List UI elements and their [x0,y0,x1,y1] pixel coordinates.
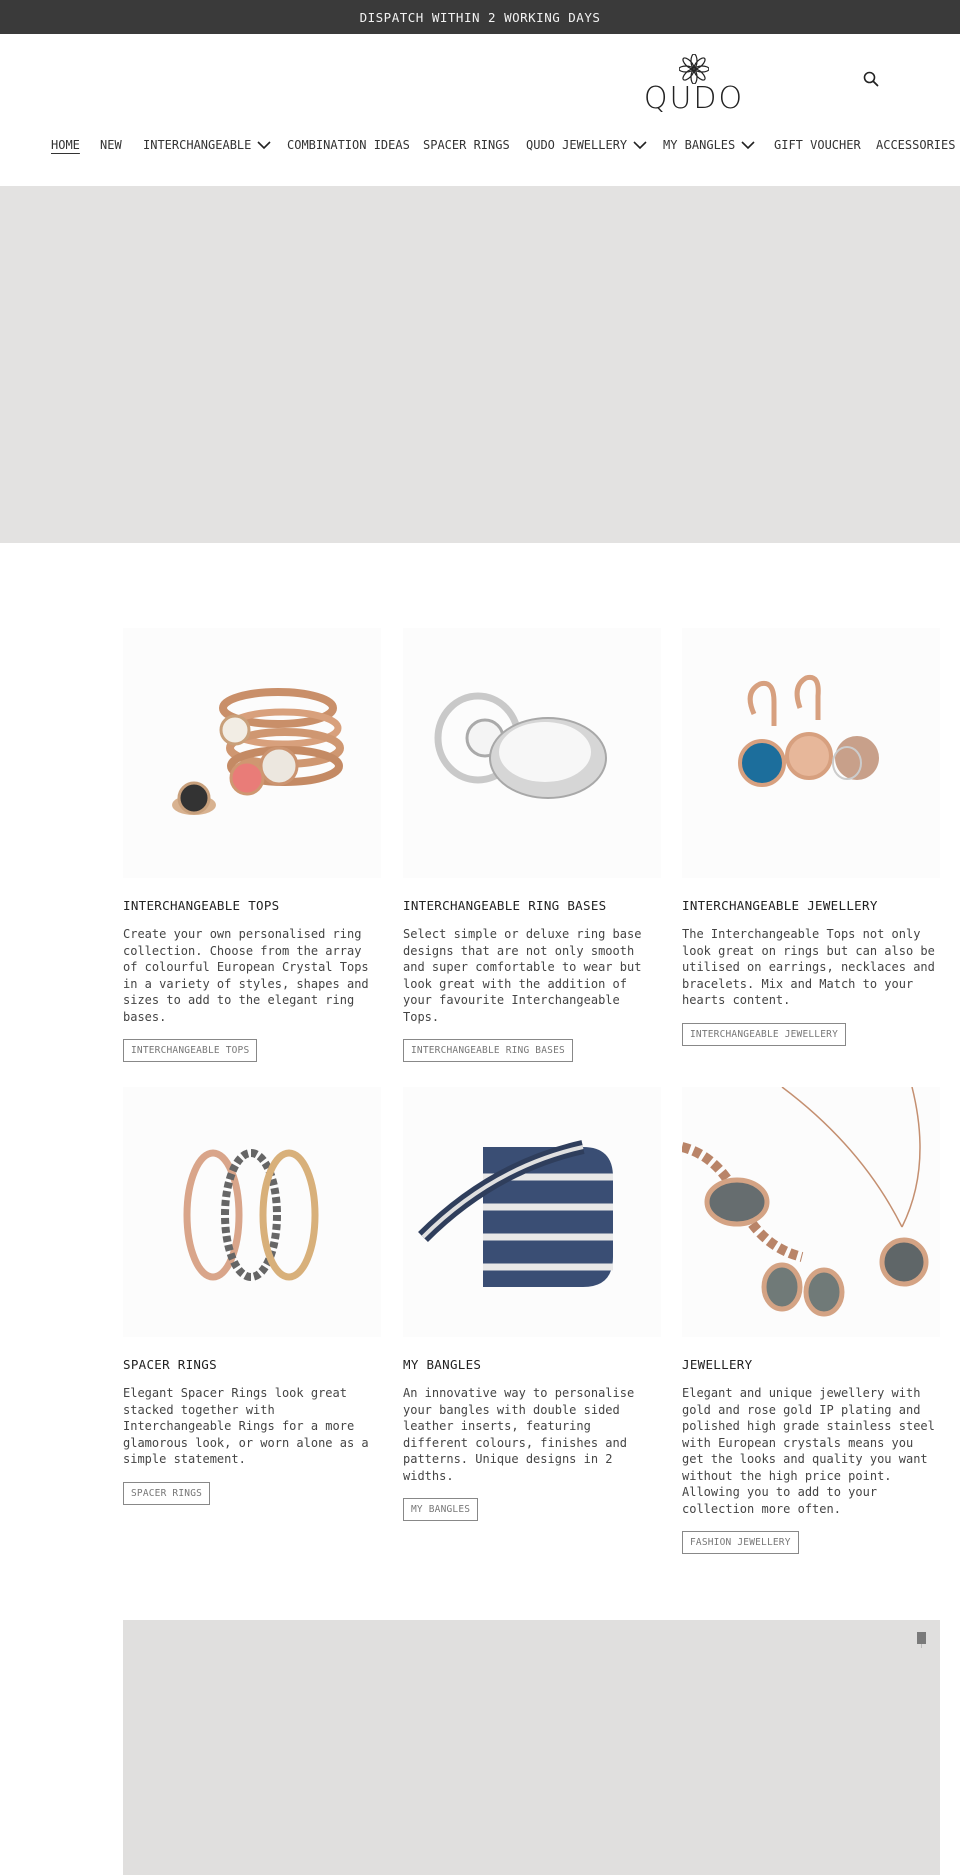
collection-description: Elegant Spacer Rings look great stacked together with Interchangeable Rings for a more glamorous look, or worn alone as a simple statement. [123,1386,369,1466]
product-image-my-bangles[interactable] [403,1087,661,1337]
nav-item-combination-ideas[interactable]: COMBINATION IDEAS [287,138,410,152]
nav-item-new[interactable]: NEW [100,138,122,152]
collection-description: The Interchangeable Tops not only look great on rings but can also be utilised on earrings, necklaces and bracelets. Mix and Match to your hearts content. [682,927,935,1007]
fashion-jewellery-button[interactable]: FASHION JEWELLERY [682,1531,799,1554]
collection-description: An innovative way to personalise your bangles with double sided leather inserts, featuring different colours, finishes and patterns. Unique designs in 2 widths. [403,1386,635,1483]
search-icon[interactable] [862,70,880,88]
collection-description: Elegant and unique jewellery with gold and rose gold IP plating and polished high grade stainless steel with European crystals means you get the looks and quality you want without the high price point. Allowing you to add to your collection more often. [682,1386,935,1516]
collection-card-spacer-rings [123,1087,381,1505]
product-image-jewellery[interactable] [682,1087,940,1337]
collection-card-interchangeable-tops [123,628,381,1062]
nav-item-my-bangles[interactable]: MY BANGLES [663,132,755,158]
nav-item-accessories[interactable]: ACCESSORIES [876,138,956,152]
product-image-interchangeable-tops[interactable] [123,628,381,878]
main-nav [0,132,960,158]
collection-card-interchangeable-ring-bases [403,628,661,1062]
collection-card-interchangeable-jewellery [682,628,940,1046]
spacer-rings-button[interactable]: SPACER RINGS [123,1482,210,1505]
necklace-bracelet-image [682,1087,940,1337]
promo-banner[interactable] [123,1620,940,1875]
logo-text: QUDO [643,81,745,116]
chevron-down-icon[interactable] [633,141,647,150]
nav-item-home[interactable]: HOME [51,138,80,152]
collection-title: SPACER RINGS [123,1357,217,1372]
silver-rings-image [403,628,661,878]
bookmark-icon[interactable] [917,1632,926,1648]
product-image-ring-bases[interactable] [403,628,661,878]
interchangeable-tops-button[interactable]: INTERCHANGEABLE TOPS [123,1039,257,1062]
product-image-interchangeable-jewellery[interactable] [682,628,940,878]
collection-card-my-bangles [403,1087,661,1521]
my-bangles-button[interactable]: MY BANGLES [403,1498,478,1521]
collection-title: MY BANGLES [403,1357,482,1372]
earrings-image [682,628,940,878]
collection-description: Select simple or deluxe ring base designs that are not only smooth and super comfortable to wear but look great with the addition of your favourite Interchangeable Tops. [403,927,642,1024]
collection-card-jewellery [682,1087,940,1554]
interchangeable-jewellery-button[interactable]: INTERCHANGEABLE JEWELLERY [682,1023,846,1046]
announcement-text: DISPATCH WITHIN 2 WORKING DAYS [359,9,601,25]
chevron-down-icon[interactable] [257,141,271,150]
nav-item-gift-voucher[interactable]: GIFT VOUCHER [774,138,861,152]
collection-title: INTERCHANGEABLE TOPS [123,898,280,913]
flower-mark-icon [679,54,709,84]
collection-title: INTERCHANGEABLE JEWELLERY [682,898,878,913]
stacked-rings-image [123,628,381,878]
nav-item-qudo-jewellery[interactable]: QUDO JEWELLERY [526,132,647,158]
spacer-rings-image [123,1087,381,1337]
product-image-spacer-rings[interactable] [123,1087,381,1337]
chevron-down-icon[interactable] [741,141,755,150]
collection-title: JEWELLERY [682,1357,753,1372]
nav-item-interchangeable[interactable]: INTERCHANGEABLE [143,132,271,158]
collection-description: Create your own personalised ring collection. Choose from the array of colourful European Crystal Tops in a variety of styles, shapes and sizes to add to the elegant ring bases. [123,927,369,1024]
nav-item-spacer-rings[interactable]: SPACER RINGS [423,138,510,152]
collection-title: INTERCHANGEABLE RING BASES [403,898,607,913]
site-header [0,34,960,186]
logo[interactable] [642,54,746,136]
announcement-bar [0,0,960,34]
bangles-image [403,1087,661,1337]
interchangeable-ring-bases-button[interactable]: INTERCHANGEABLE RING BASES [403,1039,573,1062]
hero-banner[interactable] [0,186,960,543]
